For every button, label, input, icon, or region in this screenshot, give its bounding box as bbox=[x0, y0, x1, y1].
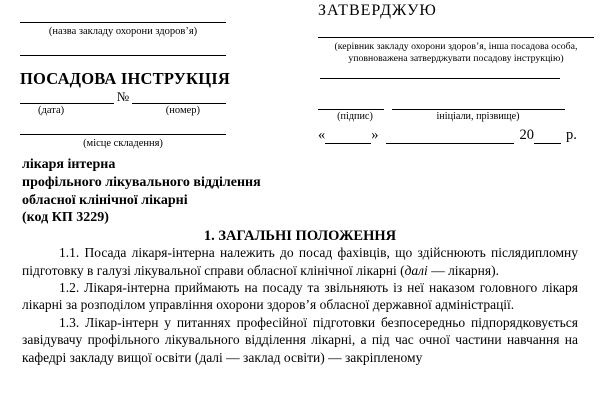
position-line-4: (код КП 3229) bbox=[22, 210, 109, 226]
signature-row bbox=[318, 95, 594, 110]
year-prefix: 20 bbox=[519, 127, 534, 143]
place-label: (місце складення) bbox=[83, 138, 163, 149]
document-body bbox=[22, 156, 578, 366]
signature-label: (підпис) bbox=[337, 111, 373, 122]
number-sign: № bbox=[116, 89, 130, 104]
year-blank bbox=[534, 129, 561, 144]
approval-date-row bbox=[318, 126, 594, 144]
blank-line bbox=[20, 38, 226, 56]
facility-name-label: (назва закладу охорони здоров’я) bbox=[48, 26, 198, 37]
initials-blank bbox=[392, 95, 565, 110]
number-blank bbox=[132, 88, 226, 104]
number-row bbox=[20, 89, 226, 104]
position-line-1: лікаря інтерна bbox=[22, 157, 116, 172]
signature-blank bbox=[318, 95, 384, 110]
signature-labels bbox=[318, 111, 594, 123]
day-blank bbox=[325, 129, 371, 144]
paragraph-1-2: 1.2. Лікаря-інтерна приймають на посаду та звільняють із неї наказом головного лікаря лікарні за розподілом управління охорони здоров’я обласної державної адміністрації. bbox=[22, 280, 578, 313]
paragraph-1-1-italic: далі bbox=[404, 262, 428, 278]
paragraph-1-1-text: 1.1. Посада лікаря-інтерна належить до посад фахівців, що здійснюють післядипломну підготовку в галузі лікувальної справи обласної клінічної лікарні ( bbox=[22, 245, 578, 278]
approval-title: ЗАТВЕРДЖУЮ bbox=[318, 2, 437, 19]
date-label: (дата) bbox=[38, 105, 65, 116]
year-suffix: р. bbox=[566, 127, 577, 143]
place-blank bbox=[20, 117, 226, 135]
initials-label: ініціали, прізвище) bbox=[436, 111, 520, 122]
form-header-left bbox=[20, 2, 230, 150]
approval-block bbox=[318, 2, 594, 144]
approver-label-line2: уповноважена затверджувати посадову інструкцію) bbox=[348, 52, 564, 64]
quote-close: » bbox=[371, 127, 379, 143]
paragraph-1-3: 1.3. Лікар-інтерн у питаннях професійної підготовки безпосередньо підпорядковується завідувачу профільного лікувального відділення лікарні, а під час очної частини навчання на кафедрі закладу вищої освіти (далі — заклад освіти) — закріпленому bbox=[22, 314, 578, 365]
quote-open: « bbox=[318, 127, 326, 143]
month-blank bbox=[386, 129, 514, 144]
facility-name-blank bbox=[20, 2, 226, 23]
blank-line bbox=[320, 64, 560, 79]
section-heading: 1. ЗАГАЛЬНІ ПОЛОЖЕННЯ bbox=[203, 228, 397, 245]
date-number-labels bbox=[20, 104, 226, 117]
position-line-2: профільного лікувального відділення bbox=[22, 174, 261, 190]
date-blank bbox=[20, 88, 114, 104]
number-label: (номер) bbox=[165, 105, 200, 116]
paragraph-1-1 bbox=[22, 244, 578, 279]
paragraph-1-1-tail: — лікарня). bbox=[427, 262, 499, 278]
document-title: ПОСАДОВА ІНСТРУКЦІЯ bbox=[20, 69, 230, 88]
approver-label-line1: (керівник закладу охорони здоров’я, інша посадова особа, bbox=[334, 41, 578, 52]
approver-blank bbox=[318, 20, 594, 38]
position-line-3: обласної клінічної лікарні bbox=[22, 192, 188, 208]
